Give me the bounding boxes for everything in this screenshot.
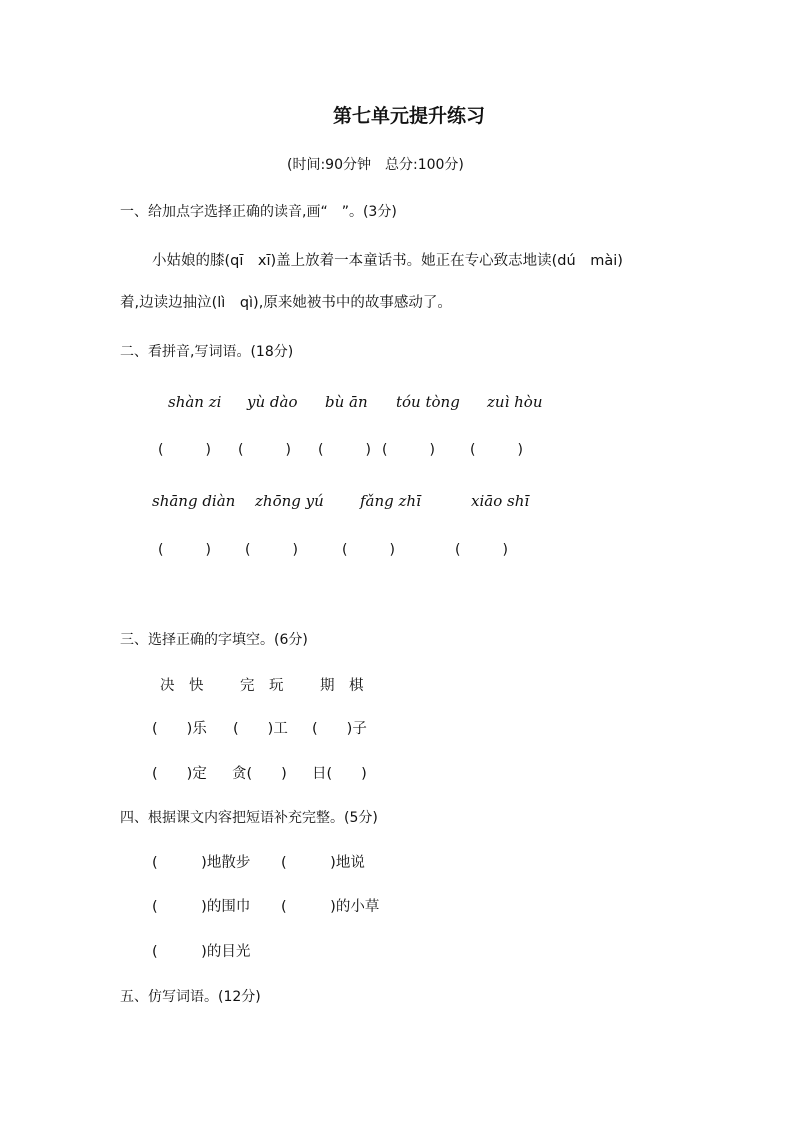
phrase-item[interactable]: ( )地说 [281,855,365,871]
answer-blank[interactable]: ( ) [245,542,298,558]
section-1-line-1: 小姑娘的膝(qī xī)盖上放着一本童话书。她正在专心致志地读(dú mài) [152,253,623,269]
pinyin-word: yù dào [247,393,298,411]
phrase-item[interactable]: ( )地散步 [152,855,251,871]
char-pair: 期 棋 [320,678,364,694]
phrase-item[interactable]: ( )的小草 [281,899,380,915]
section-4-heading: 四、根据课文内容把短语补充完整。(5分) [120,810,378,826]
answer-blank[interactable]: ( ) [342,542,395,558]
pinyin-word: shàn zi [168,393,222,411]
pinyin-word: shāng diàn [152,492,236,510]
pinyin-word: bù ān [325,393,368,411]
pinyin-word: xiāo shī [471,492,530,510]
fill-item[interactable]: 贪( ) [232,766,287,782]
section-2-heading: 二、看拼音,写词语。(18分) [120,344,294,360]
char-pair: 完 玩 [240,678,284,694]
pinyin-word: zhōng yú [255,492,324,510]
fill-item[interactable]: ( )定 [152,766,207,782]
pinyin-word: tóu tòng [396,393,460,411]
answer-blank[interactable]: ( ) [455,542,508,558]
answer-blank[interactable]: ( ) [470,442,523,458]
page-subtitle: (时间:90分钟 总分:100分) [287,157,464,173]
answer-blank[interactable]: ( ) [318,442,371,458]
answer-blank[interactable]: ( ) [382,442,435,458]
pinyin-word: fǎng zhī [360,492,421,510]
char-pair: 决 快 [160,678,204,694]
phrase-item[interactable]: ( )的围巾 [152,899,251,915]
section-3-heading: 三、选择正确的字填空。(6分) [120,632,308,648]
fill-item[interactable]: 日( ) [312,766,367,782]
fill-item[interactable]: ( )子 [312,721,367,737]
answer-blank[interactable]: ( ) [158,542,211,558]
pinyin-word: zuì hòu [487,393,543,411]
phrase-item[interactable]: ( )的目光 [152,944,251,960]
section-1-heading: 一、给加点字选择正确的读音,画“ ”。(3分) [120,204,397,220]
fill-item[interactable]: ( )乐 [152,721,207,737]
page-title: 第七单元提升练习 [333,105,486,127]
fill-item[interactable]: ( )工 [233,721,288,737]
section-5-heading: 五、仿写词语。(12分) [120,989,261,1005]
answer-blank[interactable]: ( ) [238,442,291,458]
section-1-line-2: 着,边读边抽泣(lì qì),原来她被书中的故事感动了。 [120,295,452,311]
answer-blank[interactable]: ( ) [158,442,211,458]
